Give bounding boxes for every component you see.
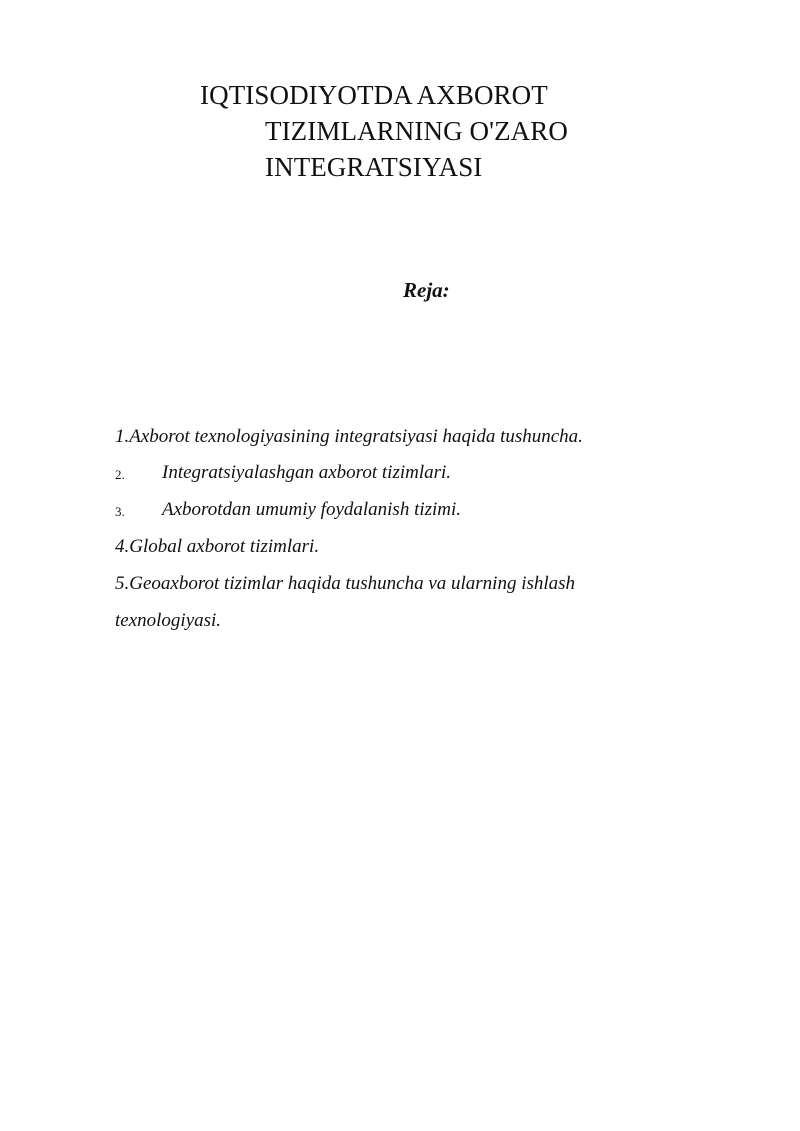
- document-title-line-2: TIZIMLARNING O'ZARO: [265, 116, 568, 146]
- plan-item-3-number: 3.: [115, 504, 125, 519]
- plan-item-4: 4.Global axborot tizimlari.: [115, 536, 320, 557]
- plan-item-5-line-2: texnologiyasi.: [115, 610, 222, 631]
- plan-heading: Reja:: [403, 278, 450, 302]
- document-title-line-3: INTEGRATSIYASI: [265, 152, 483, 182]
- plan-item-2-number: 2.: [115, 467, 125, 482]
- plan-item-2: Integratsiyalashgan axborot tizimlari.: [162, 462, 452, 483]
- plan-item-3: Axborotdan umumiy foydalanish tizimi.: [162, 499, 462, 520]
- plan-item-1: 1.Axborot texnologiyasining integratsiyasi haqida tushuncha.: [115, 426, 583, 447]
- document-title-line-1: IQTISODIYOTDA AXBOROT: [200, 80, 548, 110]
- plan-item-5-line-1: 5.Geoaxborot tizimlar haqida tushuncha va ularning ishlash: [115, 573, 576, 594]
